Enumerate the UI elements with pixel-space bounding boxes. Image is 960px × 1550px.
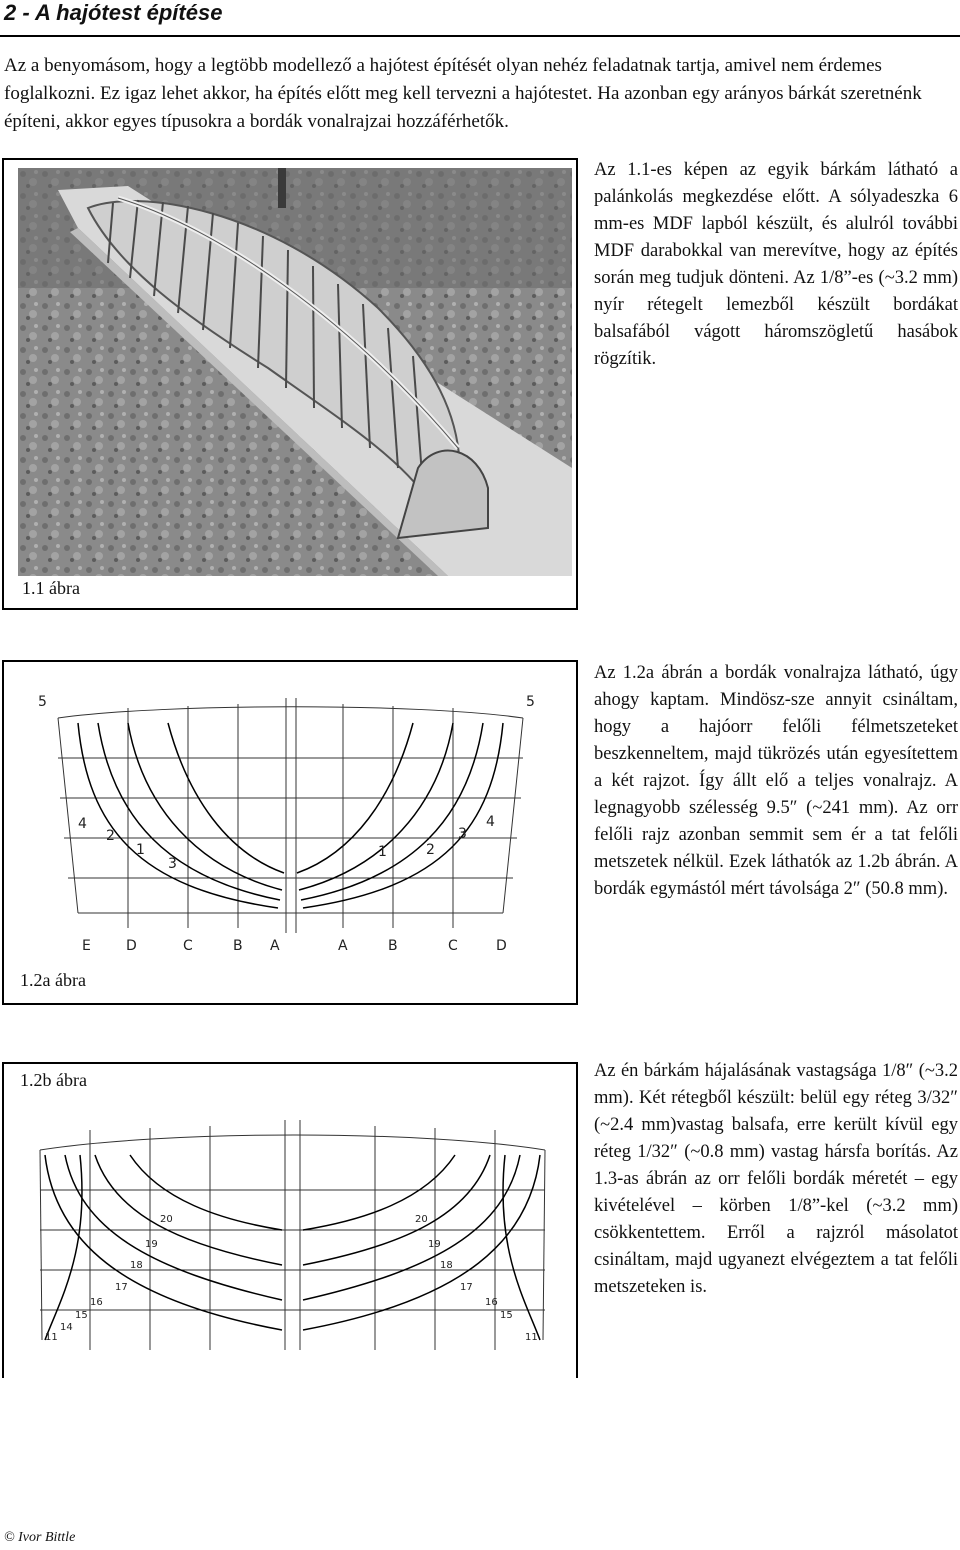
- figure-1-2a-caption: 1.2a ábra: [20, 970, 86, 990]
- letter-label: D: [126, 938, 137, 954]
- figure-1-2b-caption: 1.2b ábra: [20, 1070, 87, 1090]
- section-number: 2: [426, 842, 435, 858]
- page-heading: 2 - A hajótest építése: [4, 0, 223, 25]
- paragraph-1: Az 1.1-es képen az egyik bárkám látható a palánkolás megkezdése előtt. A sólyadeszka 6 mm-es MDF lapból készült, és alulról további MDF darabokkal van merevítve, hogy az építés során meg tudjuk dönteni. Az 1/8”-es (~3.2 mm) nyír rétegelt lemezből készült bordákat balsafából vágott háromszögletű hasábok rögzítik.: [594, 160, 958, 369]
- section-number: 11: [45, 1332, 58, 1343]
- section-number: 2: [106, 828, 115, 844]
- letter-label: C: [448, 938, 458, 954]
- section-number: 11: [525, 1332, 538, 1343]
- intro-paragraph: Az a benyomásom, hogy a legtöbb modellező a hajótest építését olyan nehéz feladatnak tartja, amivel nem érdemes foglalkozni. Ez igaz lehet akkor, ha építés előtt meg kell tervezni a hajótestet. Ha azonban egy arányos bárkát szeretnénk építeni, akkor egyes típusokra a bordák vonalrajzai hozzáférhetők.: [4, 55, 922, 132]
- paragraph-2: Az 1.2a ábrán a bordák vonalrajza látható, úgy ahogy kaptam. Mindösz-sze annyit csináltam, hogy a hajóorr felőli félmetszeteket beszkenneltem, majd tükrözés után egyesítettem a két rajzot. Így állt elő a teljes vonalrajz. A legnagyobb szélesség 9.5″ (~241 mm). Az orr felőli rajz azonban semmit sem ér a tat felőli metszetek nélkül. Ezek láthatók az 1.2b ábrán. A bordák egymástól mért távolsága 2″ (50.8 mm).: [594, 663, 958, 899]
- section-number: 20: [415, 1214, 428, 1225]
- section-number: 14: [60, 1322, 73, 1333]
- letter-label: B: [233, 938, 243, 954]
- letter-label: C: [183, 938, 193, 954]
- section-number: 17: [115, 1282, 128, 1293]
- copyright-footer: © Ivor Bittle: [4, 1530, 76, 1545]
- body-plan-drawing-b: [20, 1100, 565, 1350]
- section-number: 15: [75, 1310, 88, 1321]
- section-number: 15: [500, 1310, 513, 1321]
- paragraph-3: Az én bárkám hájalásának vastagsága 1/8″ (~3.2 mm). Két rétegből készült: belül egy réteg 3/32″ (~2.4 mm)vastag balsafa, erre került kívül egy réteg 1/32″ (~0.8 mm) vastag hársfa borítás. Az 1.3-as ábrán az orr felőli bordák méretét – egy kivételével – körben 1/8”-kel (~3.2 mm) csökkentettem. Erről a rajzról másolatot csináltam, majd ugyanezt elvégeztem a tat felőli metszeteken is.: [594, 1061, 958, 1297]
- boat-frame-photo: [18, 168, 572, 576]
- section-number: 19: [428, 1239, 441, 1250]
- section-number: 18: [130, 1260, 143, 1271]
- letter-label: A: [270, 938, 280, 954]
- section-number: 1: [378, 844, 387, 860]
- section-number: 20: [160, 1214, 173, 1225]
- letter-label: E: [82, 938, 91, 954]
- section-number: 3: [458, 826, 467, 842]
- section-number: 16: [90, 1297, 103, 1308]
- letter-label: B: [388, 938, 398, 954]
- station-label-left: 5: [38, 694, 47, 710]
- section-number: 3: [168, 856, 177, 872]
- body-plan-drawing-a: [18, 678, 563, 968]
- section-number: 17: [460, 1282, 473, 1293]
- letter-label: D: [496, 938, 507, 954]
- heading-underline: [0, 35, 960, 37]
- station-label-right: 5: [526, 694, 535, 710]
- section-number: 4: [78, 816, 87, 832]
- section-number: 4: [486, 814, 495, 830]
- letter-label: A: [338, 938, 348, 954]
- section-number: 18: [440, 1260, 453, 1271]
- section-number: 1: [136, 842, 145, 858]
- figure-1-1-caption: 1.1 ábra: [22, 578, 80, 598]
- section-number: 19: [145, 1239, 158, 1250]
- section-number: 16: [485, 1297, 498, 1308]
